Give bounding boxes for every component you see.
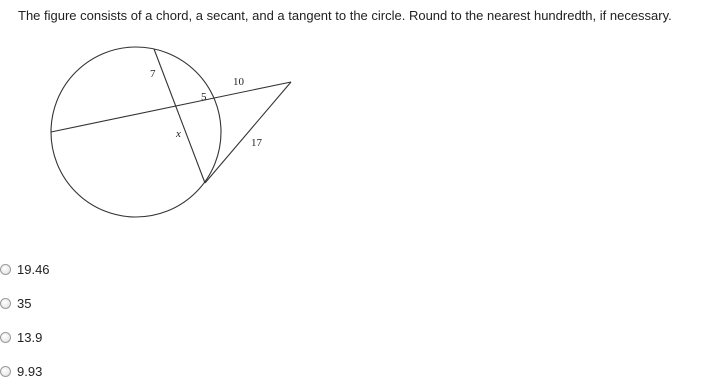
choice-label: 13.9 <box>17 329 43 345</box>
label-chord-upper: 7 <box>150 68 156 80</box>
choice-label: 9.93 <box>17 363 43 379</box>
choice-label: 35 <box>17 295 32 311</box>
choice-1[interactable] <box>0 252 50 286</box>
circle-figure <box>0 30 330 240</box>
answer-choices <box>0 252 50 385</box>
radio-button[interactable] <box>0 332 11 343</box>
radio-button[interactable] <box>0 298 11 309</box>
choice-2[interactable] <box>0 286 50 320</box>
question-text: The figure consists of a chord, a secant, and a tangent to the circle. Round to the nearest hundredth, if necessary. <box>18 8 672 23</box>
chord-line <box>154 49 205 183</box>
label-chord-lower: x <box>176 128 181 140</box>
circle <box>51 47 221 217</box>
choice-label: 19.46 <box>17 261 50 277</box>
label-tangent: 17 <box>251 137 262 149</box>
choice-3[interactable] <box>0 320 50 354</box>
choice-4[interactable] <box>0 354 50 385</box>
label-secant-outer: 10 <box>233 76 244 88</box>
radio-button[interactable] <box>0 366 11 377</box>
radio-button[interactable] <box>0 264 11 275</box>
label-secant-inner: 5 <box>201 91 207 103</box>
